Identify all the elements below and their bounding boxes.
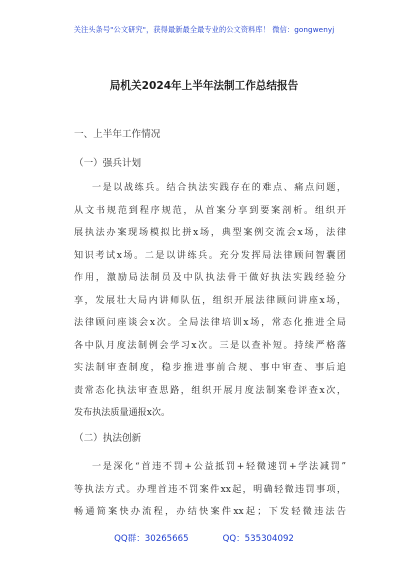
footer-contact	[0, 532, 408, 544]
paragraph-line: 实法制审查制度，稳步推进事前合规、事中审查、事后追	[74, 363, 346, 373]
paragraph-line: 知识考试x场。二是以讲练兵。充分发挥局法律顾问智囊团	[74, 250, 346, 261]
paragraph-line: 责常态化执法审查思路，组织开展月度法制案卷评查x次，	[74, 385, 346, 396]
paragraph-line: 展执法办案现场模拟比拼x场，典型案例交流会x场，法律	[74, 228, 346, 238]
paragraph-line: 畅通简案快办流程，办结快案件xx起；下发轻微违法告	[74, 507, 346, 517]
paragraph-line: 享，发展壮大局内讲师队伍，组织开展法律顾问讲座x场，	[74, 295, 346, 306]
subsection-heading-strengthen-plan: （一）强兵计划	[74, 158, 142, 169]
paragraph-line: 各中队月度法制例会学习x次。三是以查补短。持续严格落	[74, 340, 346, 351]
paragraph-line: 一是以战练兵。结合执法实践存在的难点、痛点问题，	[92, 183, 346, 193]
paragraph-line: 发布执法质量通报x次。	[74, 408, 171, 418]
paragraph-line: 一是深化“首违不罚+公益抵罚+轻微速罚+学法减罚”	[92, 462, 346, 472]
paragraph-line: 法律顾问座谈会x次。全局法律培训x场，常态化推进全局	[74, 318, 346, 328]
promo-banner: 关注头条号"公文研究"，获得最新最全最专业的公文资料库！ 微信：gongwenyj	[73, 25, 335, 34]
document-title: 局机关2024年上半年法制工作总结报告	[109, 80, 299, 92]
paragraph-line: 从文书规范到程序规范，从首案分享到要案剖析。组织开	[74, 205, 346, 216]
qq-group-number: QQ群：30265665	[114, 534, 189, 544]
qq-number: QQ：535304092	[222, 534, 294, 544]
paragraph-strengthen-plan	[74, 177, 346, 425]
paragraph-enforcement-innovation	[74, 456, 346, 524]
paragraph-line: 等执法方式。办理首违不罚案件xx起，明确轻微违罚事项，	[74, 484, 346, 495]
section-heading-work-status: 一、上半年工作情况	[74, 129, 161, 140]
subsection-heading-enforcement-innovation: （二）执法创新	[74, 433, 142, 444]
paragraph-line: 作用，激励局法制员及中队执法骨干做好执法实践经验分	[74, 273, 346, 283]
